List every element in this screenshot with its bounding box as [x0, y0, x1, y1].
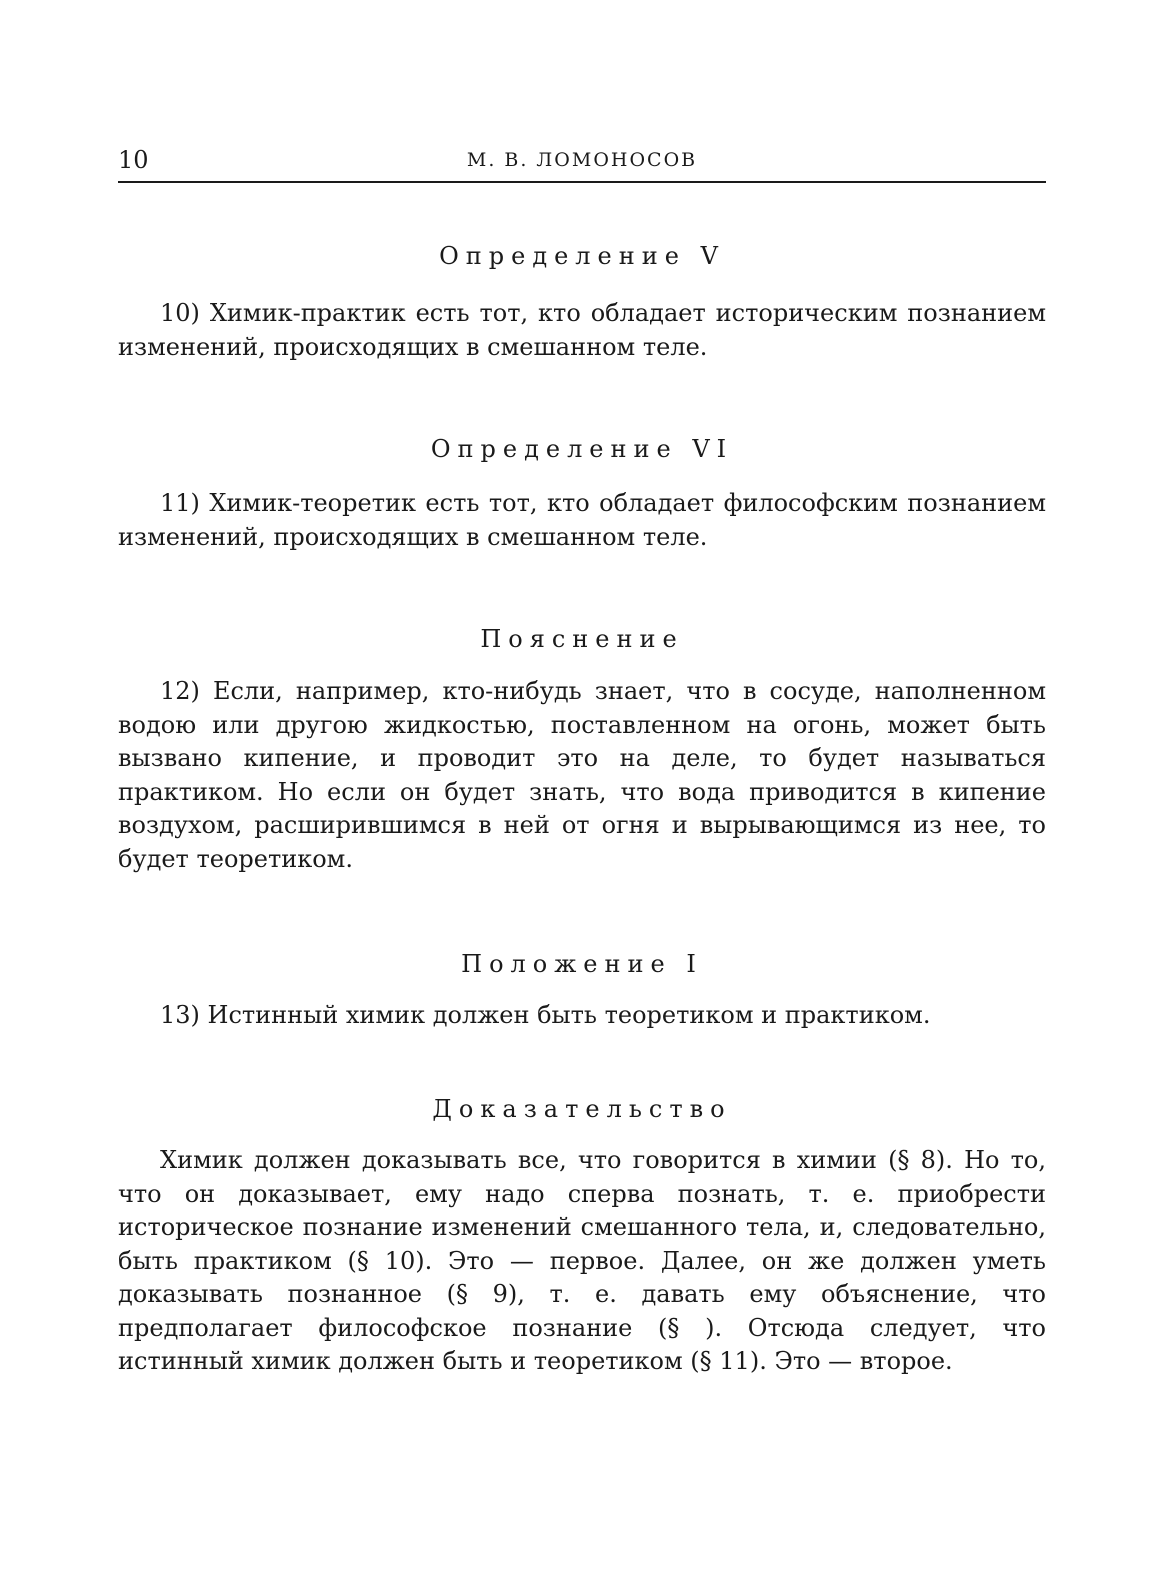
running-title: М. В. ЛОМОНОСОВ: [466, 149, 698, 171]
heading-explanation: Пояснение: [480, 625, 684, 653]
heading-definition-vi: Определение VI: [430, 435, 734, 463]
header-rule: [118, 181, 1046, 183]
heading-definition-v: Определение V: [439, 242, 725, 270]
heading-proposition-i: Положение I: [461, 950, 703, 978]
page-number: 10: [118, 146, 149, 174]
heading-proof: Доказательство: [432, 1095, 732, 1123]
paragraph-13: 13) Истинный химик должен быть теоретиком и практиком.: [160, 1001, 931, 1029]
running-head: [118, 142, 1046, 176]
paragraph-10: 10) Химик-практик есть тот, кто обладает историческим познанием изменений, происходящих в смешанном теле.: [118, 299, 1046, 361]
paragraph-11: 11) Химик-теоретик есть тот, кто обладает философским познанием изменений, происходящих в смешанном теле.: [118, 489, 1046, 551]
paragraph-proof: Химик должен доказывать все, что говорится в химии (§ 8). Но то, что он доказывает, ему надо сперва познать, т. е. приобрести историческое познание изменений смешанного тела, и, следовательно, быть практиком (§ 10). Это — первое. Далее, он же должен уметь доказывать познанное (§ 9), т. е. давать ему объяснение, что предполагает философское познание (§ ). Отсюда следует, что истинный химик должен быть и теоретиком (§ 11). Это — второе.: [118, 1146, 1046, 1375]
paragraph-12: 12) Если, например, кто-нибудь знает, что в сосуде, наполненном водою или другою жидкостью, поставленном на огонь, может быть вызвано кипение, и проводит это на деле, то будет называться практиком. Но если он будет знать, что вода приводится в кипение воздухом, расширившимся в ней от огня и вырывающимся из нее, то будет теоретиком.: [118, 677, 1046, 873]
